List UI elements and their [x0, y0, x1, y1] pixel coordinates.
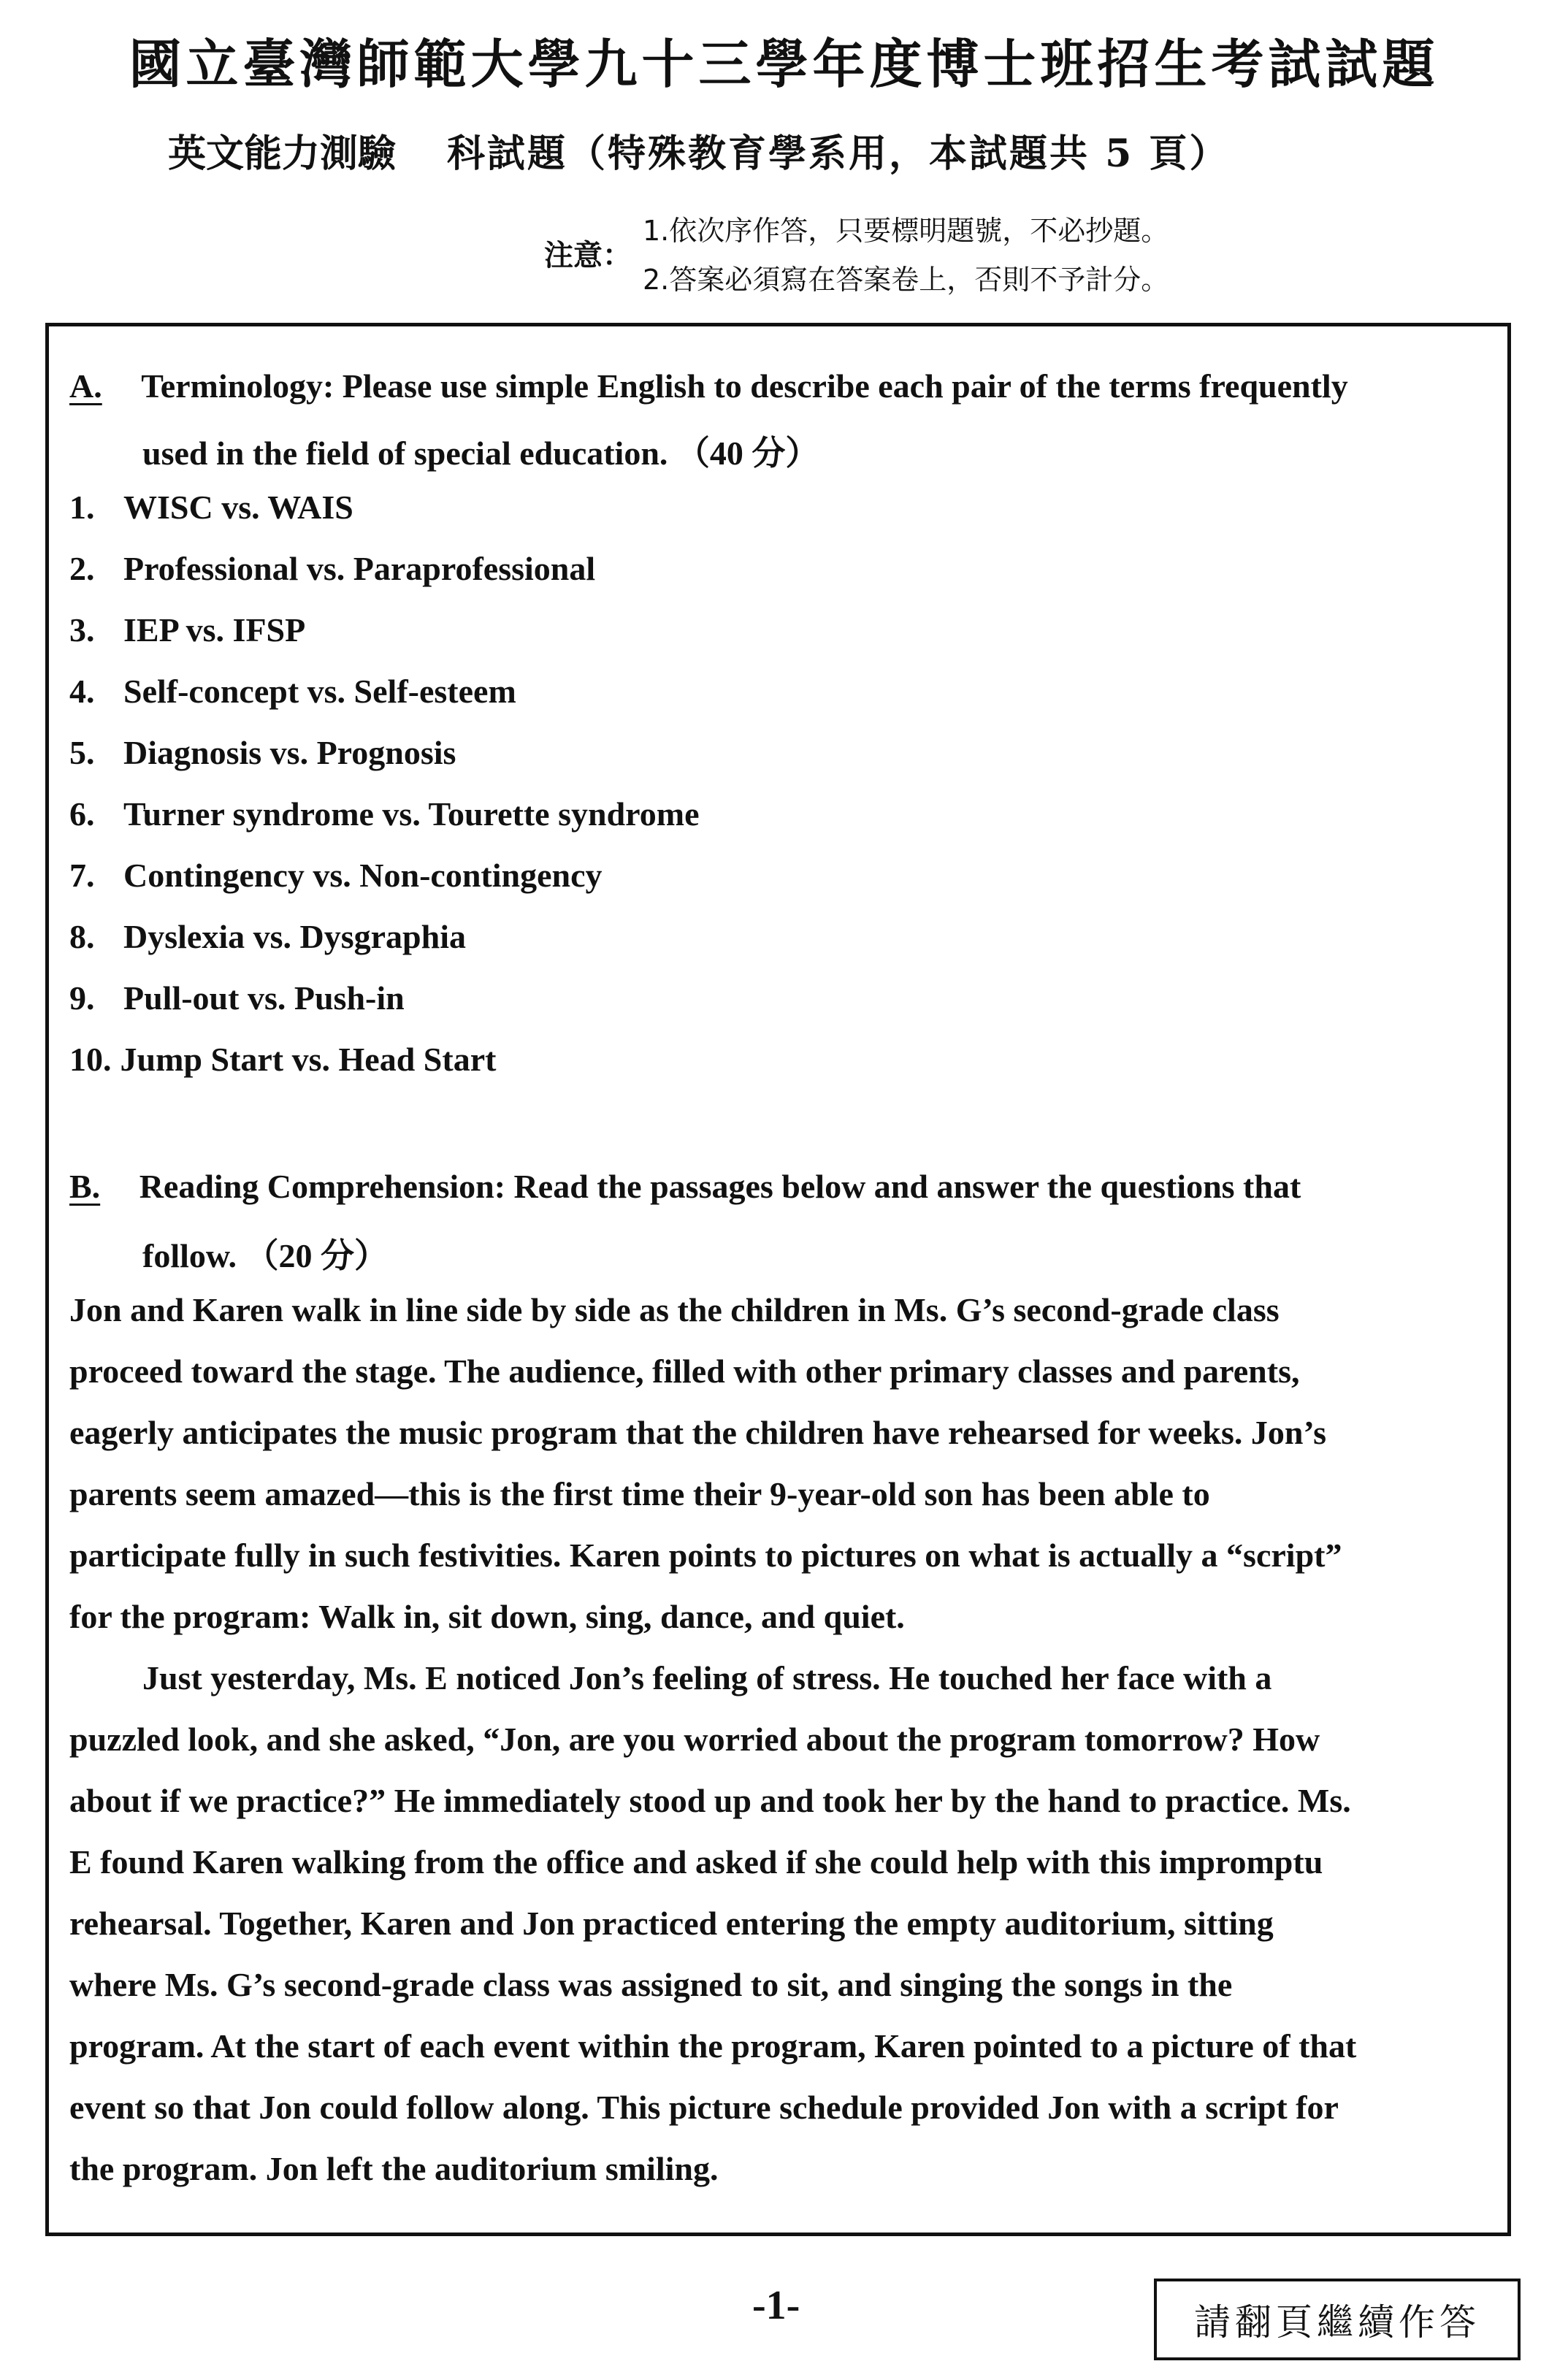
- notice-line-2: 2.答案必須寫在答案卷上，否則不予計分。: [643, 264, 1169, 296]
- term-text: Turner syndrome vs. Tourette syndrome: [123, 795, 700, 833]
- term-item: [69, 1040, 496, 1079]
- exam-title: 國立臺灣師範大學九十三學年度博士班招生考試試題: [129, 33, 1439, 95]
- passage-line: event so that Jon could follow along. This picture schedule provided Jon with a script for: [69, 2089, 1339, 2126]
- term-text: Contingency vs. Non-contingency: [123, 857, 603, 894]
- term-number: 2.: [69, 550, 95, 587]
- exam-subtitle: [168, 123, 1229, 177]
- passage-line: E found Karen walking from the office and asked if she could help with this impromptu: [69, 1843, 1323, 1881]
- section-a-heading-line2: used in the field of special education. （40 分）: [142, 435, 819, 472]
- notice-line-1: 1.依次序作答，只要標明題號，不必抄題。: [643, 215, 1169, 247]
- passage-line: eagerly anticipates the music program that the children have rehearsed for weeks. Jon’s: [69, 1414, 1326, 1451]
- term-number: 8.: [69, 918, 95, 955]
- section-b-heading-line2: follow. （20 分）: [142, 1237, 389, 1274]
- section-a-letter: A.: [69, 367, 102, 405]
- term-item: [69, 917, 466, 956]
- continue-note: 請翻頁繼續作答: [1154, 2279, 1521, 2360]
- passage-line: participate fully in such festivities. Karen points to pictures on what is actually a “script”: [69, 1537, 1342, 1574]
- passage-line: rehearsal. Together, Karen and Jon practiced entering the empty auditorium, sitting: [69, 1905, 1274, 1942]
- term-text: Jump Start vs. Head Start: [120, 1041, 497, 1078]
- term-item: [69, 672, 516, 711]
- passage-line: the program. Jon left the auditorium smiling.: [69, 2150, 719, 2187]
- section-a-heading: [69, 367, 1348, 405]
- passage-line: about if we practice?” He immediately stood up and took her by the hand to practice. Ms.: [69, 1782, 1351, 1819]
- term-item: [69, 795, 700, 833]
- term-text: Professional vs. Paraprofessional: [123, 550, 596, 587]
- term-item: [69, 488, 353, 527]
- section-a-heading-line1: Terminology: Please use simple English to describe each pair of the terms frequently: [141, 367, 1348, 405]
- section-b-heading: [69, 1167, 1301, 1206]
- passage-line: where Ms. G’s second-grade class was assigned to sit, and singing the songs in the: [69, 1966, 1233, 2003]
- term-text: Self-concept vs. Self-esteem: [123, 673, 516, 710]
- term-text: IEP vs. IFSP: [123, 611, 306, 649]
- section-b-heading-line1: Reading Comprehension: Read the passages below and answer the questions that: [139, 1168, 1301, 1205]
- term-text: Diagnosis vs. Prognosis: [123, 734, 456, 771]
- term-text: WISC vs. WAIS: [123, 489, 353, 526]
- term-number: 7.: [69, 857, 95, 894]
- term-text: Dyslexia vs. Dysgraphia: [123, 918, 466, 955]
- term-number: 3.: [69, 611, 95, 649]
- term-item: [69, 856, 603, 895]
- page-number: -1-: [752, 2283, 800, 2328]
- passage-line: puzzled look, and she asked, “Jon, are you worried about the program tomorrow? How: [69, 1721, 1320, 1758]
- term-item: [69, 611, 305, 649]
- term-item: [69, 733, 456, 772]
- term-number: 4.: [69, 673, 95, 710]
- passage-line: proceed toward the stage. The audience, filled with other primary classes and parents,: [69, 1353, 1300, 1390]
- term-number: 9.: [69, 979, 95, 1017]
- term-number: 6.: [69, 795, 95, 833]
- term-item: [69, 979, 405, 1017]
- subtitle-detail: 科試題（特殊教育學系用，本試題共 5 頁）: [447, 131, 1230, 176]
- question-frame: [45, 323, 1511, 2236]
- term-number: 5.: [69, 734, 95, 771]
- subject-name: 英文能力測驗: [168, 131, 397, 176]
- term-number: 10.: [69, 1041, 112, 1078]
- passage-line: for the program: Walk in, sit down, sing, dance, and quiet.: [69, 1598, 905, 1635]
- passage-line: Just yesterday, Ms. E noticed Jon’s feeling of stress. He touched her face with a: [142, 1659, 1272, 1696]
- section-b-letter: B.: [69, 1168, 101, 1205]
- term-item: [69, 549, 595, 588]
- term-text: Pull-out vs. Push-in: [123, 979, 405, 1017]
- term-number: 1.: [69, 489, 95, 526]
- notice-label: 注意：: [544, 238, 632, 272]
- passage-line: Jon and Karen walk in line side by side as the children in Ms. G’s second-grade class: [69, 1291, 1280, 1328]
- passage-line: parents seem amazed—this is the first time their 9-year-old son has been able to: [69, 1475, 1210, 1512]
- passage-line: program. At the start of each event within the program, Karen pointed to a picture of that: [69, 2027, 1357, 2065]
